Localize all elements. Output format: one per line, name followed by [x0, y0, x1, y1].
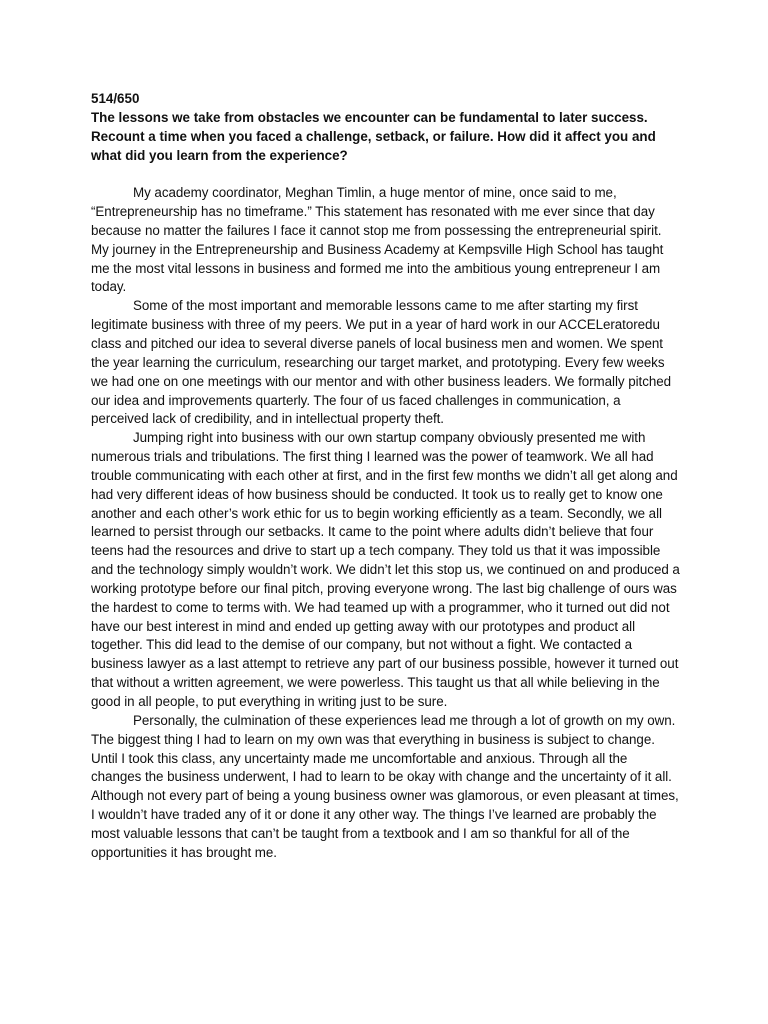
essay-prompt: The lessons we take from obstacles we encounter can be fundamental to later success. Recount a time when you faced a challenge, setback, or failure. How did it affect you and what did you learn from the experience? [91, 109, 656, 163]
word-count: 514/650 [91, 91, 140, 106]
essay-page [91, 90, 681, 863]
essay-paragraph-3: Jumping right into business with our own startup company obviously presented me with numerous trials and tribulations. The first thing I learned was the power of teamwork. We all had trouble communicating with each other at first, and in the first few months we didn’t all get along and had very different ideas of how business should be conducted. It took us to really get to know one another and each other’s work ethic for us to begin working efficiently as a team. Secondly, we all learned to persist through our setbacks. It came to the point where adults didn’t believe that four teens had the resources and drive to start up a tech company. They told us that it was impossible and the technology simply wouldn’t work. We didn’t let this stop us, we continued on and produced a working prototype before our final pitch, proving everyone wrong. The last big challenge of ours was the hardest to come to terms with. We had teamed up with a programmer, who it turned out did not have our best interest in mind and ended up getting away with our prototypes and product all together. This did lead to the demise of our company, but not without a fight. We contacted a business lawyer as a last attempt to retrieve any part of our business possible, however it turned out that without a written agreement, we were powerless. This taught us that all while believing in the good in all people, to put everything in writing just to be sure. [91, 430, 680, 709]
essay-paragraph-1: My academy coordinator, Meghan Timlin, a huge mentor of mine, once said to me, “Entrepreneurship has no timeframe.” This statement has resonated with me ever since that day because no matter the failures I face it cannot stop me from possessing the entrepreneurial spirit. My journey in the Entrepreneurship and Business Academy at Kempsville High School has taught me the most vital lessons in business and formed me into the ambitious young entrepreneur I am today. [91, 185, 664, 295]
essay-paragraph-2: Some of the most important and memorable lessons came to me after starting my first legitimate business with three of my peers. We put in a year of hard work in our ACCELeratoredu class and pitched our idea to several diverse panels of local business men and women. We spent the year learning the curriculum, researching our target market, and prototyping. Every few weeks we had one on one meetings with our mentor and with other business leaders. We formally pitched our idea and improvements quarterly. The four of us faced challenges in communication, a perceived lack of credibility, and in intellectual property theft. [91, 298, 672, 427]
essay-paragraph-4: Personally, the culmination of these experiences lead me through a lot of growth on my own. The biggest thing I had to learn on my own was that everything in business is subject to change. Until I took this class, any uncertainty made me uncomfortable and anxious. Through all the changes the business underwent, I had to learn to be okay with change and the uncertainty of it all. Although not every part of being a young business owner was glamorous, or even pleasant at times, I wouldn’t have traded any of it or done it any other way. The things I’ve learned are probably the most valuable lessons that can’t be taught from a textbook and I am so thankful for all of the opportunities it has brought me. [91, 712, 679, 860]
